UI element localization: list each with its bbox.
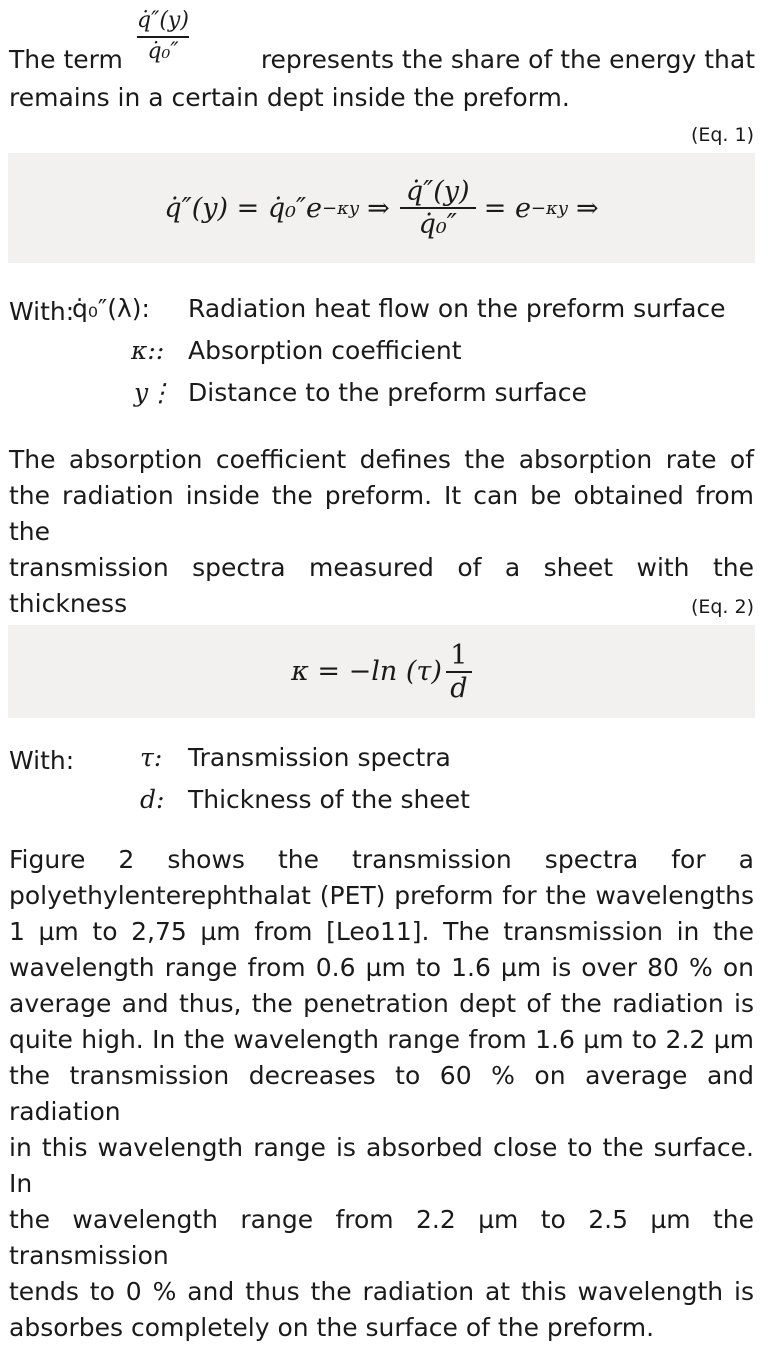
- with2-def-1: Thickness of the sheet: [188, 785, 470, 814]
- eq2-frac-numerator: 1: [450, 639, 468, 671]
- intro-term-numerator: q̇″(y): [137, 8, 189, 33]
- with1-def-2: Distance to the preform surface: [188, 378, 587, 407]
- intro-line-2: remains in a certain dept inside the preform.: [9, 83, 570, 112]
- para2-line-0: Figure 2 shows the transmission spectra for a: [9, 845, 754, 874]
- eq1-rhs-exponent: −κy: [530, 197, 568, 219]
- intro-term-fraction: [133, 8, 193, 64]
- para1-line-0: The absorption coefficient defines the absorption rate of: [9, 445, 754, 474]
- eq2-expression: [8, 625, 755, 718]
- para2-line-7: in this wavelength range is absorbed close to the surface. In: [9, 1133, 754, 1198]
- eq1-frac-numerator: q̇″(y): [405, 176, 470, 207]
- eq1-arrow-2: ⇒: [575, 192, 599, 224]
- para2-line-3: wavelength range from 0.6 µm to 1.6 µm is over 80 % on: [9, 953, 754, 982]
- with2-def-0: Transmission spectra: [188, 743, 451, 772]
- para2: [9, 842, 754, 1346]
- with1-def-0: Radiation heat flow on the preform surface: [188, 294, 726, 323]
- para1-line-1: the radiation inside the preform. It can be obtained from the: [9, 481, 754, 546]
- para2-line-4: average and thus, the penetration dept of the radiation is: [9, 989, 754, 1018]
- eq1-fraction: [400, 176, 476, 240]
- with1-symbol-2: y⋮: [134, 378, 174, 407]
- with1-label: With:: [9, 297, 75, 326]
- eq2-fraction: [446, 640, 472, 704]
- with1-def-1: Absorption coefficient: [188, 336, 462, 365]
- eq2-box: [8, 625, 755, 718]
- intro-term-bar: [137, 36, 189, 38]
- intro-suffix: represents the share of the energy that: [260, 45, 755, 74]
- with2-symbol-1: d:: [140, 785, 165, 814]
- with2-symbol-0: τ:: [140, 743, 163, 772]
- para2-line-9: tends to 0 % and thus the radiation at this wavelength is: [9, 1277, 754, 1306]
- eq1-rhs: = e: [483, 192, 531, 224]
- eq1-label: (Eq. 1): [690, 124, 754, 146]
- with1-symbol-0: q̇₀″(λ):: [72, 294, 150, 323]
- eq1-arrow: ⇒: [367, 192, 390, 224]
- eq1-lhs-exponent: −κy: [322, 197, 360, 219]
- para1-line-2: transmission spectra measured of a sheet with the thickness: [9, 553, 754, 618]
- eq2-lhs: κ = −ln (τ): [291, 656, 442, 687]
- with1-symbol-1: κ::: [131, 336, 165, 365]
- para2-line-5: quite high. In the wavelength range from 1.6 µm to 2.2 µm: [9, 1025, 754, 1054]
- intro-term-denominator: q̇₀″: [147, 39, 179, 64]
- para2-line-last: absorbes completely on the surface of the preform.: [9, 1313, 655, 1342]
- intro-prefix: The term: [9, 45, 123, 74]
- para2-line-8: the wavelength range from 2.2 µm to 2.5 µm the transmission: [9, 1205, 754, 1270]
- eq1-lhs: q̇″(y) = q̇₀″e: [164, 192, 323, 224]
- eq2-frac-denominator: d: [450, 672, 468, 704]
- with2-label: With:: [9, 746, 75, 775]
- para2-line-6: the transmission decreases to 60 % on average and radiation: [9, 1061, 754, 1126]
- para2-line-2: 1 µm to 2,75 µm from [Leo11]. The transmission in the: [9, 917, 754, 946]
- eq1-frac-denominator: q̇₀″: [418, 209, 457, 240]
- para2-line-1: polyethylenterephthalat (PET) preform for the wavelengths: [9, 881, 754, 910]
- eq1-box: [8, 153, 755, 263]
- eq2-label: (Eq. 2): [690, 596, 754, 618]
- eq1-expression: [8, 153, 755, 263]
